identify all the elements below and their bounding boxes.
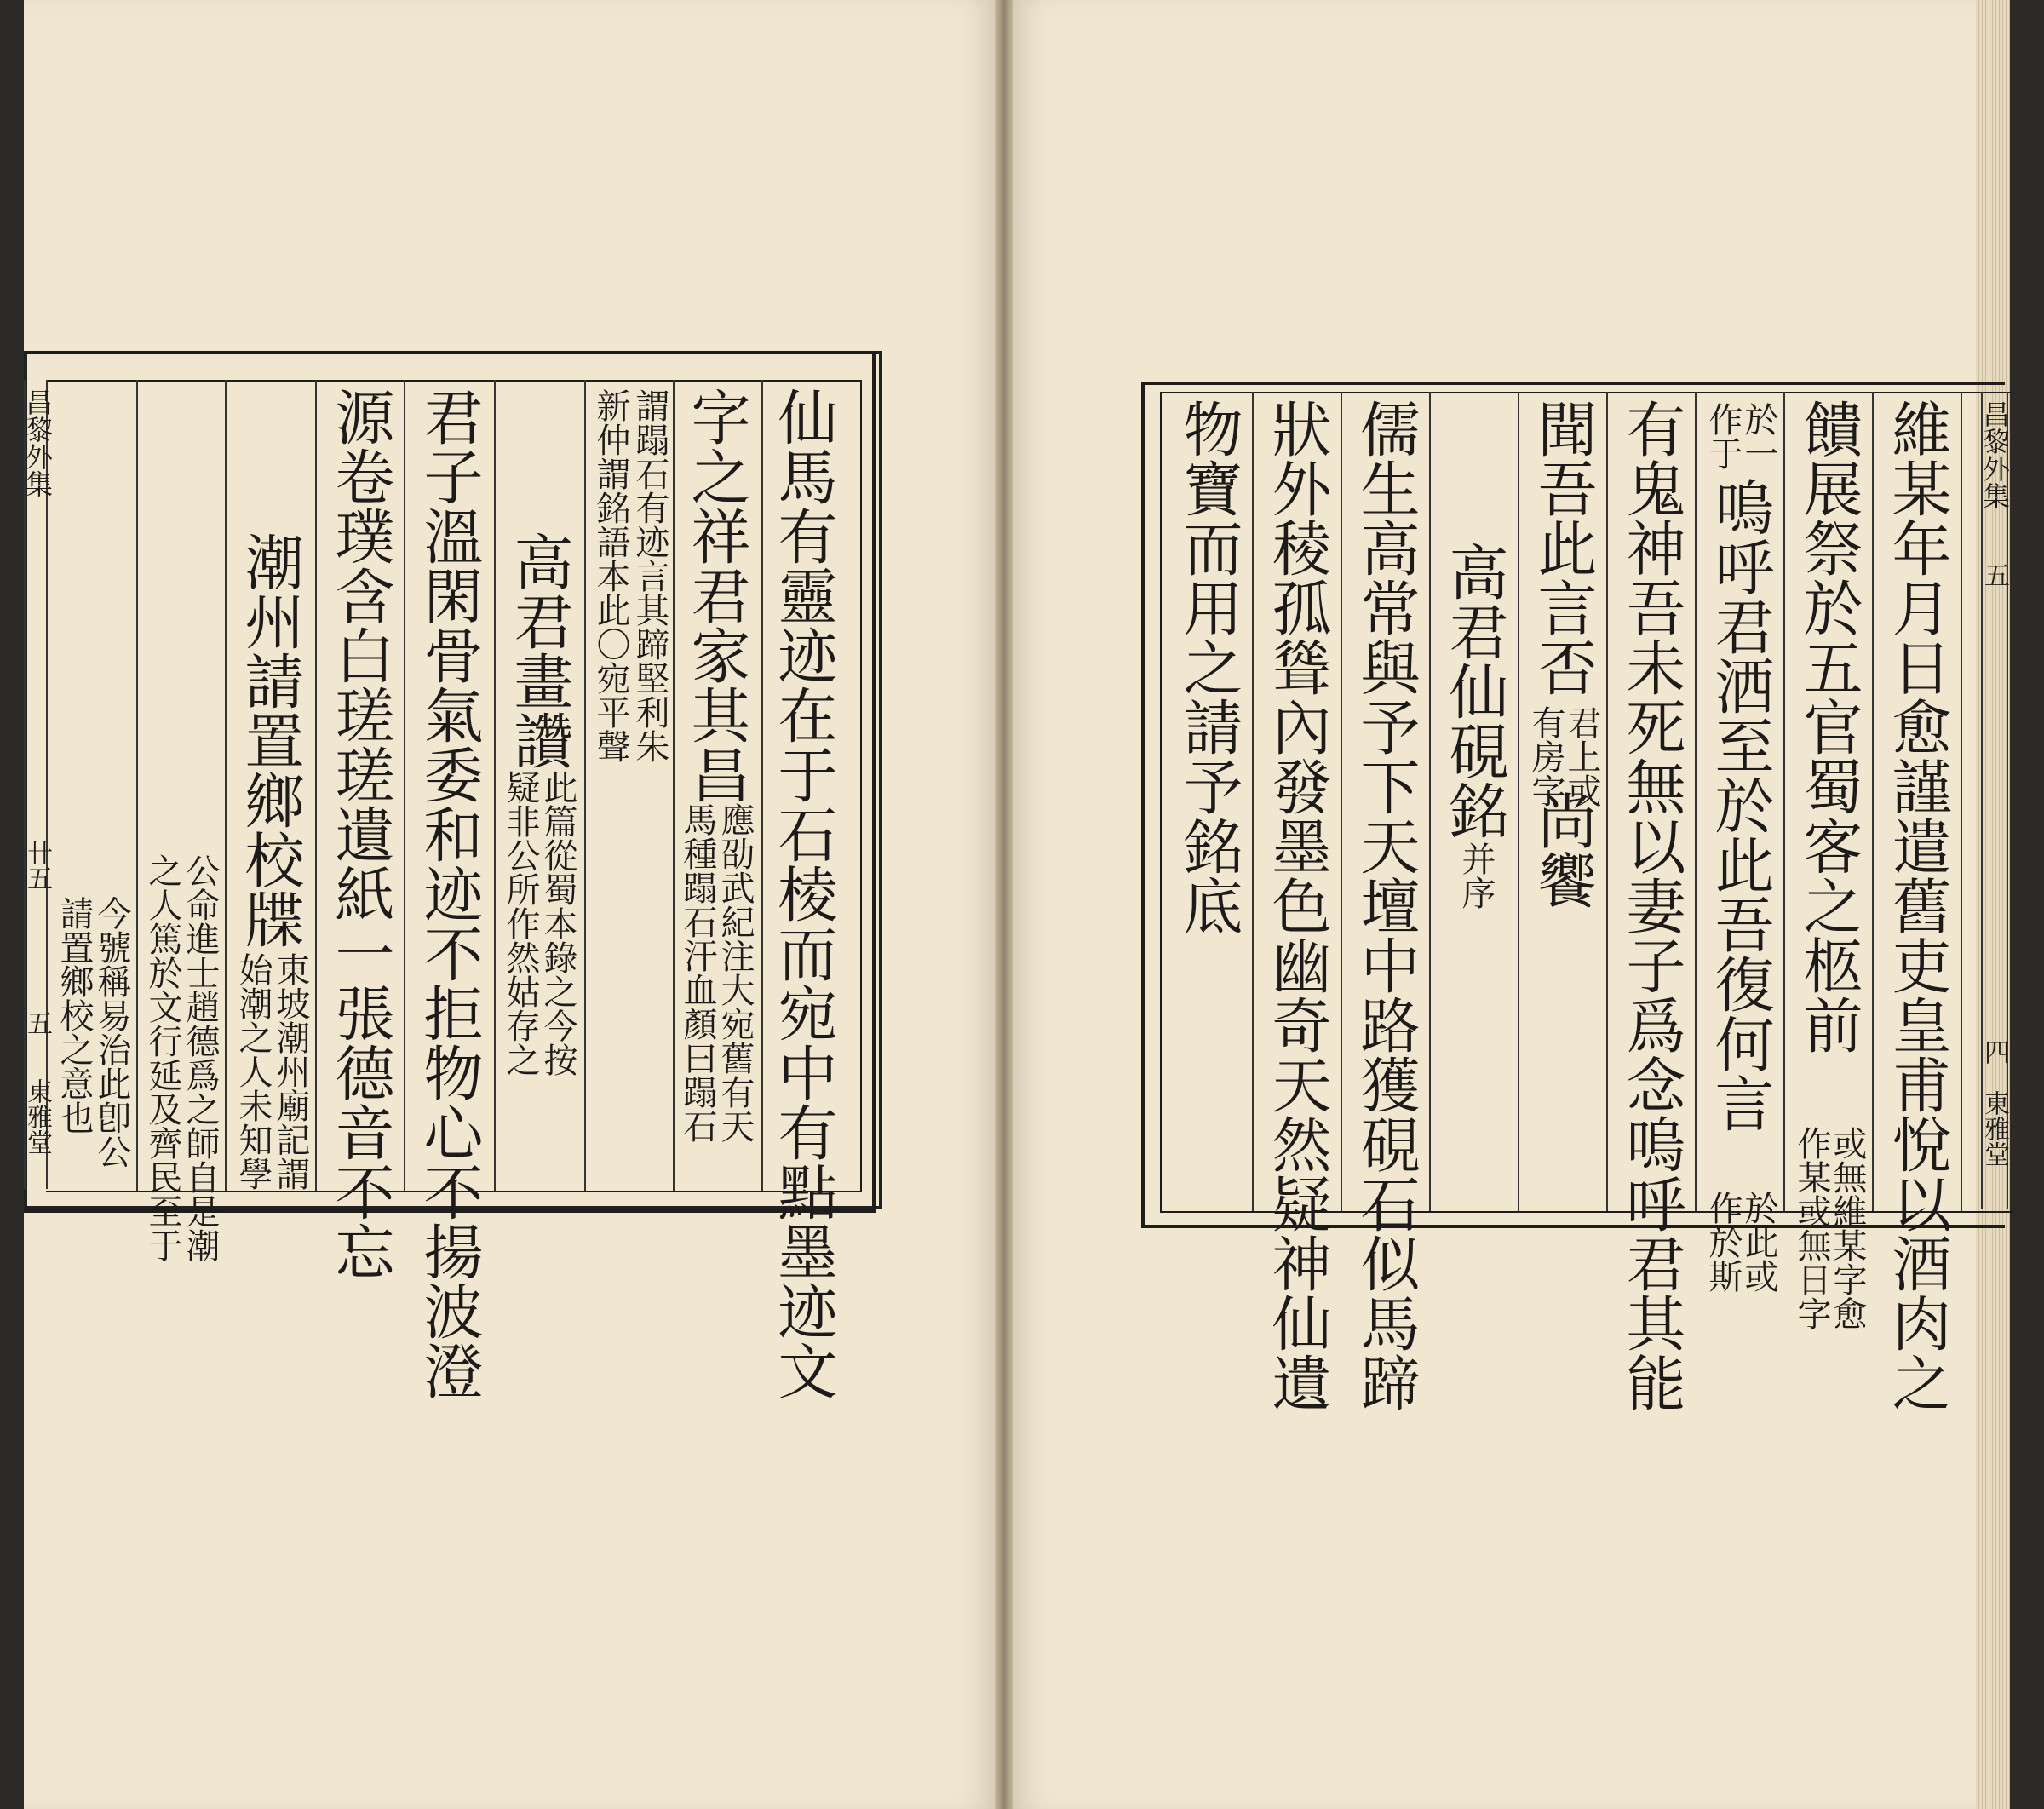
text-column-4: 有鬼神吾未死無以妻子爲念嗚呼君其能 [1616, 399, 1686, 1412]
text-column-7-note-a: 東坡潮州廟記謂 [271, 952, 310, 1191]
text-column-6-note: 并序 [1456, 841, 1496, 910]
column-rule [315, 380, 317, 1191]
column-rule [584, 380, 586, 1191]
text-column-8-note-a: 公命進士趙德爲之師自是潮 [181, 853, 220, 1262]
text-column-5-end: 尚饗 [1528, 790, 1598, 910]
text-column-1: 仙馬有靈迹在于石棱而宛中有點墨迹文 [768, 387, 838, 1400]
text-column-8: 狀外稜孤聳內發墨色幽奇天然疑神仙遺 [1262, 399, 1332, 1412]
text-column-1: 維某年月日愈謹遣舊吏皇甫悅以酒肉之 [1882, 399, 1952, 1412]
text-column-2-note-b: 馬種蹋石汗血顏曰蹋石 [678, 802, 717, 1143]
text-column-4-main: 高君畫讚 [504, 531, 574, 770]
column-rule [1961, 392, 1962, 1211]
text-column-2-note-a: 或無維某字愈 [1828, 1126, 1867, 1330]
column-rule [404, 380, 405, 1191]
text-column-9: 物寶而用之請予銘底 [1174, 399, 1243, 935]
column-rule [494, 380, 496, 1191]
text-column-4-note-a: 此篇從蜀本錄之今按 [538, 770, 577, 1077]
left-margin-folio: 五 [22, 1010, 52, 1036]
column-rule [673, 380, 675, 1191]
text-column-5-note-a: 君上或 [1562, 705, 1601, 807]
column-rule [1872, 392, 1874, 1211]
text-column-3-main: 嗚呼君洒至於此吾復何言 [1705, 477, 1775, 1133]
text-column-9-note-b: 請置鄉校之意也 [55, 896, 94, 1134]
text-column-3-note-d: 作於斯 [1703, 1191, 1743, 1293]
left-margin-strip [21, 380, 54, 1189]
text-column-7-main: 潮州請置鄉校牒 [235, 531, 305, 949]
column-rule [1341, 392, 1342, 1211]
right-text-block [1141, 382, 2011, 1412]
column-rule [1695, 392, 1697, 1211]
text-column-4-note-b: 疑非公所作然姑存之 [501, 770, 540, 1077]
left-margin-title: 昌黎外集 [21, 388, 54, 497]
text-column-7-note-b: 始潮之人未知學 [233, 952, 273, 1191]
right-margin-folio: 四 [1979, 1039, 2009, 1065]
text-column-6: 源卷璞含白瑳瑳遺紙一張德音不忘 [325, 387, 395, 1281]
text-column-2-note-b: 作某或無日字 [1792, 1126, 1831, 1330]
left-margin-volume: 卄五 [22, 840, 52, 891]
text-column-3-note-a: 謂蹋石有迹言其蹄堅利朱 [630, 388, 669, 763]
text-column-2-main: 饋展祭於五官蜀客之柩前 [1794, 399, 1863, 1054]
column-rule [1252, 392, 1254, 1211]
text-column-5: 君子溫閑骨氣委和迹不拒物心不揚波澄 [414, 387, 484, 1400]
text-column-5-main: 聞吾此言否 [1528, 399, 1598, 697]
column-rule [1606, 392, 1608, 1211]
text-column-3-note-b: 作于 [1703, 402, 1743, 470]
text-column-3-note-b: 新仲謂銘語本此〇宛平聲 [591, 388, 630, 763]
left-text-block [21, 351, 876, 1400]
column-rule [1783, 392, 1785, 1211]
right-fold-margin [1978, 392, 2011, 1209]
column-rule [1429, 392, 1431, 1211]
text-column-3-note-a: 於一 [1739, 402, 1778, 470]
right-margin-studio: 東雅堂 [1979, 1090, 2009, 1167]
text-column-8-note-b: 之人篤於文行延及齊民至于 [143, 853, 182, 1262]
right-margin-volume: 五 [1979, 562, 2009, 588]
column-rule [136, 380, 138, 1191]
text-column-6-main: 高君仙硯銘 [1439, 542, 1509, 840]
text-column-7: 儒生高常與予下天壇中路獲硯石似馬蹄 [1351, 399, 1421, 1412]
text-column-9-note-a: 今號稱易治此卽公 [92, 896, 131, 1169]
left-margin-studio: 東雅堂 [22, 1078, 52, 1155]
right-margin-title: 昌黎外集 [1978, 400, 2011, 509]
text-column-3-note-c: 於此或 [1739, 1191, 1778, 1293]
text-column-2-note-a: 應劭武紀注大宛舊有天 [715, 802, 755, 1143]
text-column-5-note-b: 有房字 [1526, 705, 1565, 807]
column-rule [761, 380, 763, 1191]
column-rule [225, 380, 227, 1191]
text-column-2-main: 字之祥君家其昌 [681, 387, 751, 804]
column-rule [1518, 392, 1519, 1211]
book-gutter [995, 0, 1013, 1809]
